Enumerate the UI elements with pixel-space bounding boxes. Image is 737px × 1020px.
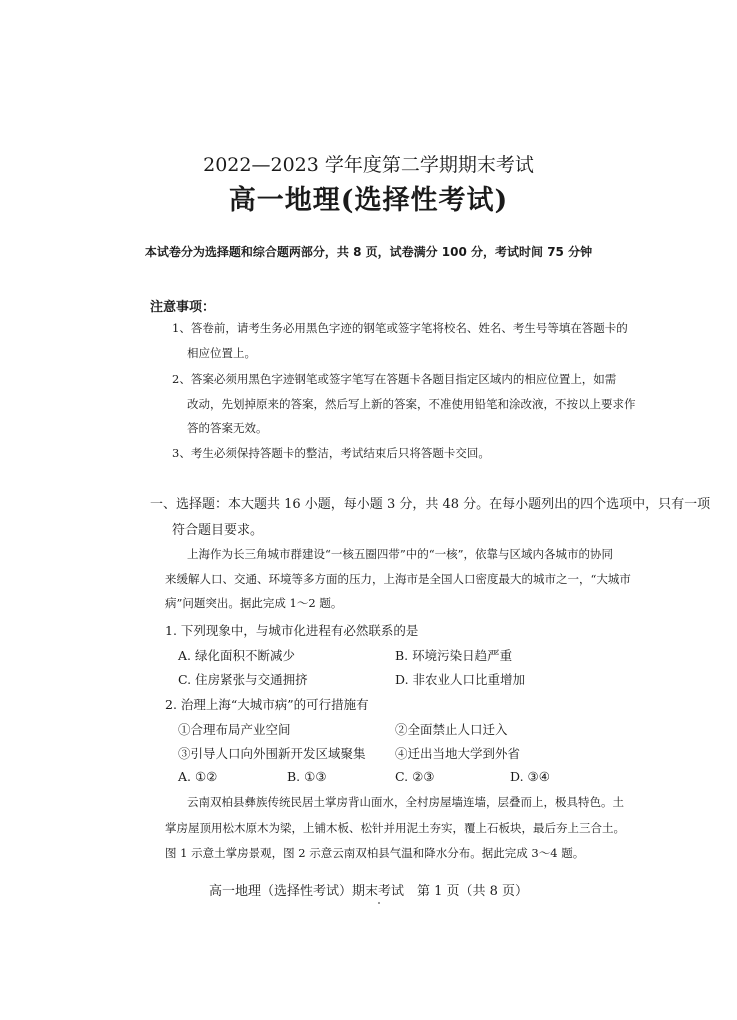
exam-title: 高一地理(选择性考试) [228, 185, 509, 216]
passage-line: 云南双柏县彝族传统民居土掌房背山面水，全村房屋墙连墙，层叠而上，极具特色。土 [187, 795, 624, 809]
section-instruction: 符合题目要求。 [172, 523, 264, 538]
option-d: D. 非农业人口比重增加 [395, 672, 526, 687]
notice-line: 2、答案必须用黑色字迹钢笔或签字笔写在答题卡各题目指定区域内的相应位置上，如需 [172, 372, 617, 386]
statement-4: ④迁出当地大学到外省 [395, 746, 521, 761]
exam-subtitle: 2022—2023 学年度第二学期期末考试 [203, 154, 534, 176]
scan-speck [378, 902, 380, 904]
notice-line: 答的答案无效。 [187, 421, 268, 435]
passage-line: 图 1 示意土掌房景观，图 2 示意云南双柏县气温和降水分布。据此完成 3～4 题。 [165, 846, 585, 860]
option-a: A. ①② [178, 769, 218, 784]
passage-line: 病”问题突出。据此完成 1～2 题。 [165, 596, 343, 610]
passage-line: 掌房屋顶用松木原木为梁，上铺木板、松针并用泥土夯实，覆上石板块，最后夯上三合土。 [165, 821, 625, 835]
option-c: C. ②③ [395, 769, 435, 784]
page-footer: 高一地理（选择性考试）期末考试 第 1 页（共 8 页） [208, 884, 529, 899]
option-b: B. 环境污染日趋严重 [395, 648, 513, 663]
option-b: B. ①③ [287, 769, 327, 784]
passage-line: 上海作为长三角城市群建设“一核五圈四带”中的“一核”，依靠与区域内各城市的协同 [187, 547, 614, 561]
notice-line: 改动，先划掉原来的答案，然后写上新的答案，不准使用铅笔和涂改液，不按以上要求作 [187, 397, 636, 411]
statement-1: ①合理布局产业空间 [178, 722, 291, 737]
question-stem: 2. 治理上海“大城市病”的可行措施有 [165, 697, 369, 712]
notice-line: 3、考生必须保持答题卡的整洁，考试结束后只将答题卡交回。 [172, 446, 490, 460]
section-instruction: 一、选择题：本大题共 16 小题，每小题 3 分，共 48 分。在每小题列出的四个选项中，只有一项 [150, 497, 711, 512]
statement-2: ②全面禁止人口迁入 [395, 722, 508, 737]
notice-heading: 注意事项： [150, 300, 216, 315]
option-c: C. 住房紧张与交通拥挤 [178, 672, 308, 687]
paper-info: 本试卷分为选择题和综合题两部分，共 8 页，试卷满分 100 分，考试时间 75 分钟 [144, 245, 593, 259]
option-d: D. ③④ [510, 769, 550, 784]
passage-line: 来缓解人口、交通、环境等多方面的压力，上海市是全国人口密度最大的城市之一，“大城市 [165, 572, 631, 586]
question-stem: 1. 下列现象中，与城市化进程有必然联系的是 [165, 623, 419, 638]
notice-line: 1、答卷前，请考生务必用黑色字迹的钢笔或签字笔将校名、姓名、考生号等填在答题卡的 [172, 321, 628, 335]
statement-3: ③引导人口向外围新开发区域聚集 [178, 746, 366, 761]
option-a: A. 绿化面积不断减少 [178, 648, 295, 663]
notice-line: 相应位置上。 [187, 346, 256, 360]
